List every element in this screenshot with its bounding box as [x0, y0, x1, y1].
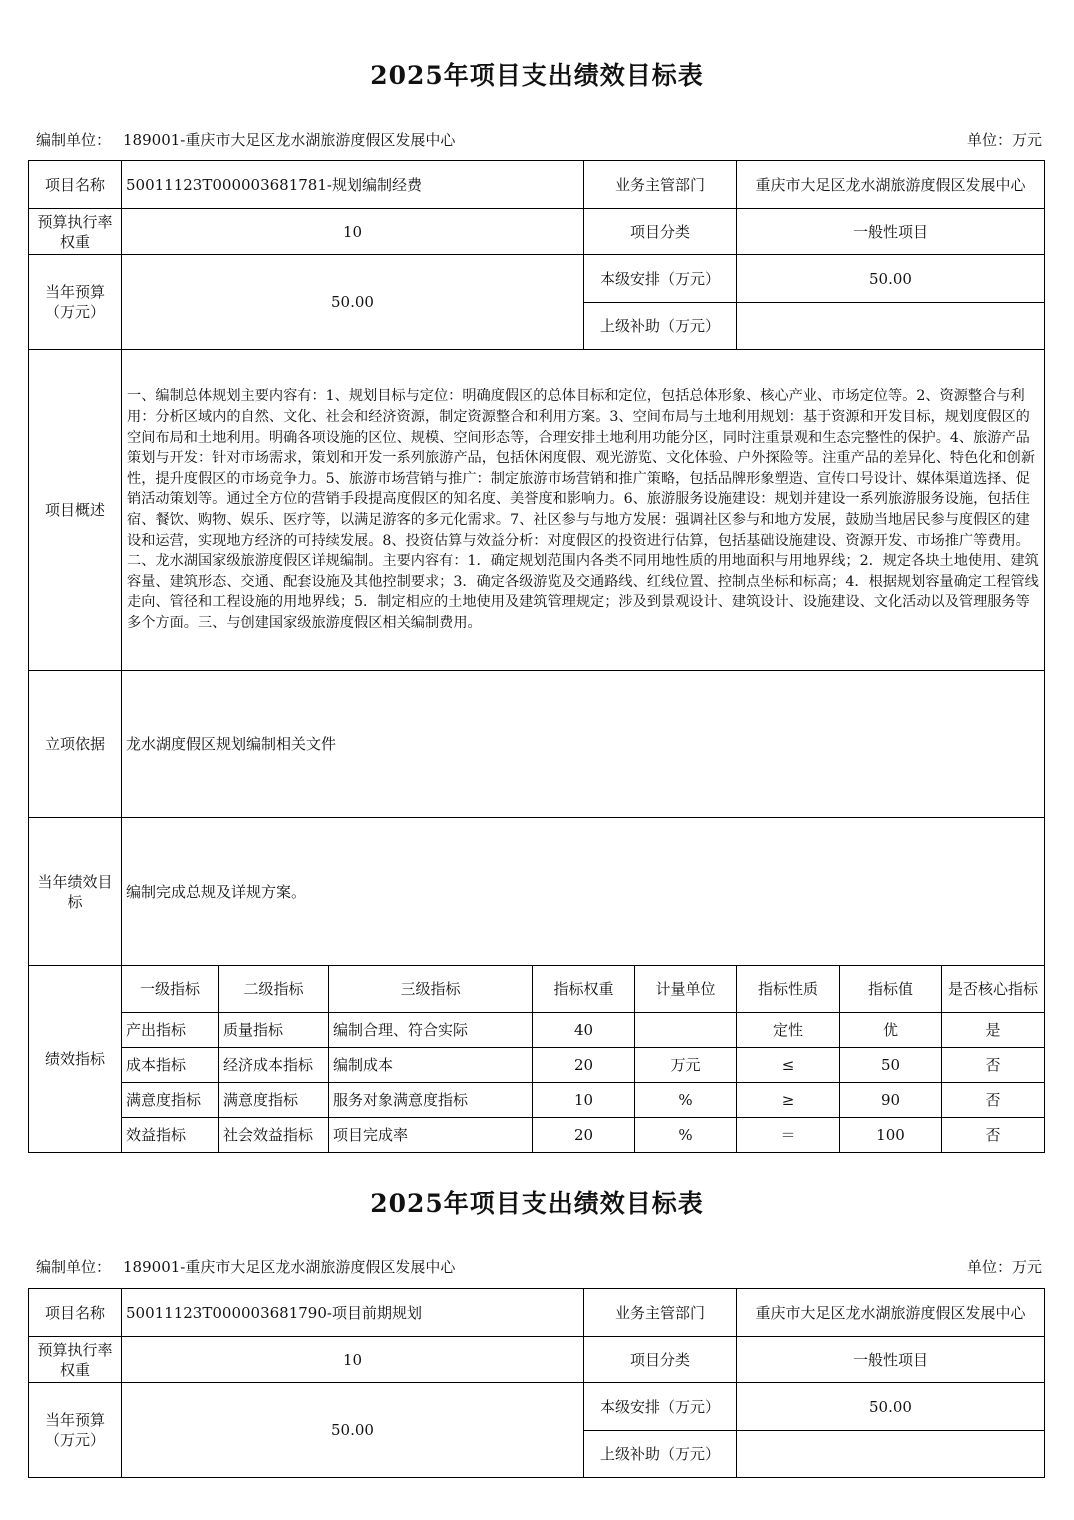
performance-target-table: [28, 160, 1045, 1153]
label-annual-goal: 当年绩效目标: [29, 818, 122, 966]
indicator-value: 优: [840, 1013, 942, 1048]
label-local-funding: 本级安排（万元）: [584, 255, 737, 303]
budget-value: 50.00: [122, 255, 584, 350]
label-dept: 业务主管部门: [584, 161, 737, 209]
indicator-level1: 成本指标: [122, 1048, 219, 1083]
indicator-core: 否: [942, 1048, 1045, 1083]
indicator-level1: 效益指标: [122, 1118, 219, 1153]
indicator-header: 一级指标: [122, 966, 219, 1013]
indicator-level1: 产出指标: [122, 1013, 219, 1048]
weight-value: 10: [122, 1337, 584, 1383]
indicator-weight: 10: [533, 1083, 635, 1118]
label-local-funding: 本级安排（万元）: [584, 1383, 737, 1431]
label-indicators: 绩效指标: [29, 966, 122, 1153]
indicator-header: 指标性质: [737, 966, 840, 1013]
indicator-level2: 满意度指标: [219, 1083, 329, 1118]
label-budget: 当年预算（万元）: [29, 255, 122, 350]
indicator-header: 指标权重: [533, 966, 635, 1013]
dept-value: 重庆市大足区龙水湖旅游度假区发展中心: [737, 1289, 1045, 1337]
indicator-value: 100: [840, 1118, 942, 1153]
label-weight: 预算执行率权重: [29, 1337, 122, 1383]
label-budget: 当年预算（万元）: [29, 1383, 122, 1478]
basis-text: 龙水湖度假区规划编制相关文件: [122, 671, 1045, 818]
indicator-level2: 经济成本指标: [219, 1048, 329, 1083]
indicator-weight: 20: [533, 1048, 635, 1083]
indicator-value: 90: [840, 1083, 942, 1118]
indicator-level2: 质量指标: [219, 1013, 329, 1048]
dept-value: 重庆市大足区龙水湖旅游度假区发展中心: [737, 161, 1045, 209]
indicator-unit: %: [635, 1118, 737, 1153]
indicator-value: 50: [840, 1048, 942, 1083]
indicator-nature: ≥: [737, 1083, 840, 1118]
label-project-name: 项目名称: [29, 1289, 122, 1337]
indicator-nature: 定性: [737, 1013, 840, 1048]
compiling-unit: 编制单位： 189001-重庆市大足区龙水湖旅游度假区发展中心: [36, 131, 456, 149]
form-meta-row: [36, 129, 1042, 149]
compiling-unit: 编制单位： 189001-重庆市大足区龙水湖旅游度假区发展中心: [36, 1258, 456, 1276]
indicator-unit: %: [635, 1083, 737, 1118]
label-weight: 预算执行率权重: [29, 209, 122, 255]
indicator-nature: ＝: [737, 1118, 840, 1153]
indicator-header: 计量单位: [635, 966, 737, 1013]
label-upper-subsidy: 上级补助（万元）: [584, 1431, 737, 1478]
indicator-row: [29, 1048, 1045, 1083]
label-basis: 立项依据: [29, 671, 122, 818]
indicator-core: 否: [942, 1083, 1045, 1118]
indicator-weight: 20: [533, 1118, 635, 1153]
indicator-level3: 编制合理、符合实际: [329, 1013, 533, 1048]
category-value: 一般性项目: [737, 1337, 1045, 1383]
label-dept: 业务主管部门: [584, 1289, 737, 1337]
performance-target-table: [28, 1288, 1045, 1478]
indicator-nature: ≤: [737, 1048, 840, 1083]
category-value: 一般性项目: [737, 209, 1045, 255]
budget-value: 50.00: [122, 1383, 584, 1478]
indicator-row: [29, 1013, 1045, 1048]
indicator-core: 否: [942, 1118, 1045, 1153]
indicator-row: [29, 1083, 1045, 1118]
weight-value: 10: [122, 209, 584, 255]
label-category: 项目分类: [584, 1337, 737, 1383]
indicator-level3: 编制成本: [329, 1048, 533, 1083]
indicator-level2: 社会效益指标: [219, 1118, 329, 1153]
indicator-unit: 万元: [635, 1048, 737, 1083]
indicator-header: 三级指标: [329, 966, 533, 1013]
indicator-unit: [635, 1013, 737, 1048]
label-upper-subsidy: 上级补助（万元）: [584, 303, 737, 350]
form-title: 2025年项目支出绩效目标表: [370, 61, 704, 90]
upper-subsidy-value: [737, 303, 1045, 350]
indicator-header: 是否核心指标: [942, 966, 1045, 1013]
indicator-level1: 满意度指标: [122, 1083, 219, 1118]
project-name: 50011123T000003681781-规划编制经费: [122, 161, 584, 209]
upper-subsidy-value: [737, 1431, 1045, 1478]
indicator-level3: 服务对象满意度指标: [329, 1083, 533, 1118]
local-funding-value: 50.00: [737, 255, 1045, 303]
label-overview: 项目概述: [29, 350, 122, 671]
indicator-level3: 项目完成率: [329, 1118, 533, 1153]
annual-goal-text: 编制完成总规及详规方案。: [122, 818, 1045, 966]
form-title: 2025年项目支出绩效目标表: [370, 1189, 704, 1218]
local-funding-value: 50.00: [737, 1383, 1045, 1431]
form-meta-row: [36, 1256, 1042, 1276]
overview-text: 一、编制总体规划主要内容有：1、规划目标与定位：明确度假区的总体目标和定位，包括总体形象、核心产业、市场定位等。2、资源整合与利用：分析区域内的自然、文化、社会和经济资源，制定资源整合和利用方案。3、空间布局与土地利用规划：基于资源和开发目标，规划度假区的空间布局和土地利用。明确各项设施的区位、规模、空间形态等，合理安排土地利用功能分区，同时注重景观和生态完整性的保护。4、旅游产品策划与开发：针对市场需求，策划和开发一系列旅游产品，包括休闲度假、观光游览、文化体验、户外探险等。注重产品的差异化、特色化和创新性，提升度假区的市场竞争力。5、旅游市场营销与推广：制定旅游市场营销和推广策略，包括品牌形象塑造、宣传口号设计、媒体渠道选择、促销活动策划等。通过全方位的营销手段提高度假区的知名度、美誉度和影响力。6、旅游服务设施建设：规划并建设一系列旅游服务设施，包括住宿、餐饮、购物、娱乐、医疗等，以满足游客的多元化需求。7、社区参与与地方发展：强调社区参与和地方发展，鼓励当地居民参与度假区的建设和运营，实现地方经济的可持续发展。8、投资估算与效益分析：对度假区的投资进行估算，包括基础设施建设、资源开发、市场推广等费用。二、龙水湖国家级旅游度假区详规编制。主要内容有：1．确定规划范围内各类不同用地性质的用地面积与用地界线；2．规定各块土地使用、建筑容量、建筑形态、交通、配套设施及其他控制要求；3．确定各级游览及交通路线、红线位置、控制点坐标和标高；4．根据规划容量确定工程管线走向、管径和工程设施的用地界线；5．制定相应的土地使用及建筑管理规定；涉及到景观设计、建筑设计、设施建设、文化活动以及管理服务等多个方面。三、与创建国家级旅游度假区相关编制费用。: [122, 350, 1045, 671]
currency-unit: 单位：万元: [966, 1258, 1042, 1276]
indicator-weight: 40: [533, 1013, 635, 1048]
project-name: 50011123T000003681790-项目前期规划: [122, 1289, 584, 1337]
indicator-row: [29, 1118, 1045, 1153]
indicator-header: 二级指标: [219, 966, 329, 1013]
indicator-core: 是: [942, 1013, 1045, 1048]
label-project-name: 项目名称: [29, 161, 122, 209]
indicator-header: 指标值: [840, 966, 942, 1013]
label-category: 项目分类: [584, 209, 737, 255]
currency-unit: 单位：万元: [966, 131, 1042, 149]
